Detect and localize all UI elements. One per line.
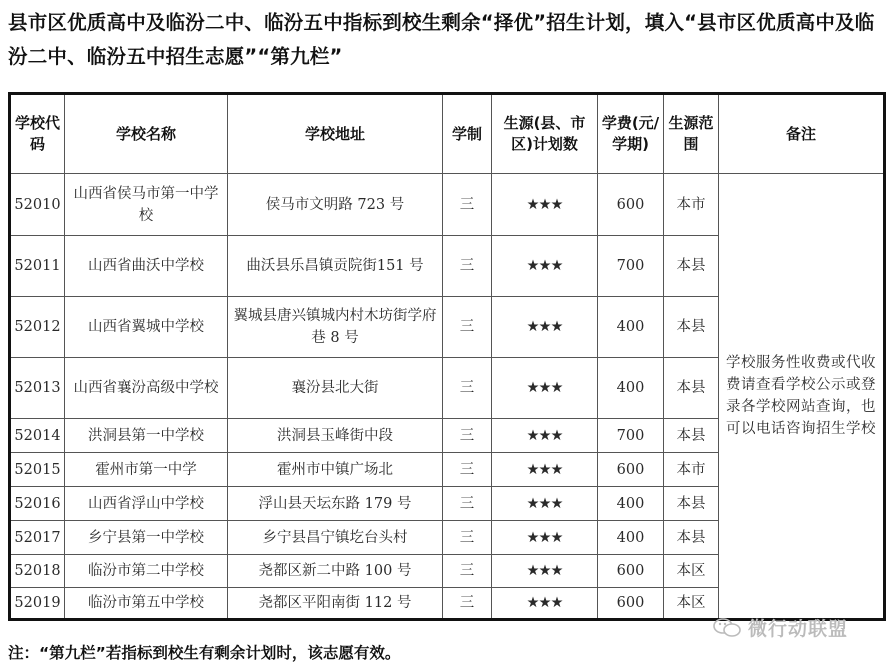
header-school-name: 学校名称 [65, 94, 228, 174]
quota: ★★★ [492, 588, 598, 620]
scope: 本市 [664, 174, 719, 236]
duration: 三 [443, 419, 492, 453]
watermark-text: 微行动联盟 [748, 618, 849, 640]
fee: 600 [598, 174, 664, 236]
school-name: 山西省浮山中学校 [65, 487, 228, 521]
school-name: 山西省翼城中学校 [65, 297, 228, 358]
school-name: 霍州市第一中学 [65, 453, 228, 487]
school-code: 52016 [10, 487, 65, 521]
watermark [712, 614, 848, 641]
header-remark: 备注 [719, 94, 885, 174]
header-fee: 学费(元/学期) [598, 94, 664, 174]
header-scope: 生源范围 [664, 94, 719, 174]
school-address: 襄汾县北大街 [228, 358, 443, 419]
school-address: 浮山县天坛东路 179 号 [228, 487, 443, 521]
fee: 600 [598, 555, 664, 588]
duration: 三 [443, 555, 492, 588]
school-code: 52018 [10, 555, 65, 588]
school-code: 52017 [10, 521, 65, 555]
fee: 600 [598, 588, 664, 620]
quota: ★★★ [492, 487, 598, 521]
school-address: 尧都区新二中路 100 号 [228, 555, 443, 588]
quota: ★★★ [492, 174, 598, 236]
duration: 三 [443, 453, 492, 487]
fee: 400 [598, 521, 664, 555]
duration: 三 [443, 487, 492, 521]
fee: 400 [598, 358, 664, 419]
school-address: 洪洞县玉峰街中段 [228, 419, 443, 453]
enrollment-plan-table [8, 92, 886, 621]
school-name: 洪洞县第一中学校 [65, 419, 228, 453]
page-title: 县市区优质高中及临汾二中、临汾五中指标到校生剩余“择优”招生计划，填入“县市区优质高中及临汾二中、临汾五中招生志愿”“第九栏” [8, 11, 875, 68]
duration: 三 [443, 174, 492, 236]
quota: ★★★ [492, 453, 598, 487]
header-school-address: 学校地址 [228, 94, 443, 174]
table-row [10, 174, 885, 236]
header-school-code: 学校代码 [10, 94, 65, 174]
school-name: 山西省襄汾高级中学校 [65, 358, 228, 419]
scope: 本县 [664, 521, 719, 555]
quota: ★★★ [492, 419, 598, 453]
quota: ★★★ [492, 236, 598, 297]
school-address: 翼城县唐兴镇城内村木坊街学府巷 8 号 [228, 297, 443, 358]
footnote: 注：“第九栏”若指标到校生有剩余计划时，该志愿有效。 [8, 644, 401, 662]
school-code: 52013 [10, 358, 65, 419]
scope: 本区 [664, 588, 719, 620]
remark-cell: 学校服务性收费或代收费请查看学校公示或登录各学校网站查询，也可以电话咨询招生学校 [719, 174, 885, 620]
school-code: 52015 [10, 453, 65, 487]
fee: 700 [598, 236, 664, 297]
quota: ★★★ [492, 555, 598, 588]
duration: 三 [443, 588, 492, 620]
scope: 本市 [664, 453, 719, 487]
school-name: 山西省曲沃中学校 [65, 236, 228, 297]
school-name: 临汾市第二中学校 [65, 555, 228, 588]
scope: 本县 [664, 358, 719, 419]
scope: 本县 [664, 419, 719, 453]
fee: 400 [598, 487, 664, 521]
school-address: 曲沃县乐昌镇贡院街151 号 [228, 236, 443, 297]
school-address: 乡宁县昌宁镇圪台头村 [228, 521, 443, 555]
school-code: 52011 [10, 236, 65, 297]
duration: 三 [443, 297, 492, 358]
school-code: 52019 [10, 588, 65, 620]
school-address: 侯马市文明路 723 号 [228, 174, 443, 236]
school-name: 山西省侯马市第一中学校 [65, 174, 228, 236]
header-quota: 生源(县、市区)计划数 [492, 94, 598, 174]
header-duration: 学制 [443, 94, 492, 174]
duration: 三 [443, 521, 492, 555]
duration: 三 [443, 358, 492, 419]
school-code: 52012 [10, 297, 65, 358]
school-address: 尧都区平阳南街 112 号 [228, 588, 443, 620]
school-code: 52010 [10, 174, 65, 236]
scope: 本县 [664, 236, 719, 297]
school-name: 临汾市第五中学校 [65, 588, 228, 620]
fee: 700 [598, 419, 664, 453]
quota: ★★★ [492, 297, 598, 358]
duration: 三 [443, 236, 492, 297]
quota: ★★★ [492, 358, 598, 419]
school-address: 霍州市中镇广场北 [228, 453, 443, 487]
school-code: 52014 [10, 419, 65, 453]
scope: 本县 [664, 487, 719, 521]
scope: 本县 [664, 297, 719, 358]
fee: 600 [598, 453, 664, 487]
fee: 400 [598, 297, 664, 358]
table-header-row [10, 94, 885, 174]
wechat-icon [712, 617, 742, 639]
school-name: 乡宁县第一中学校 [65, 521, 228, 555]
scope: 本区 [664, 555, 719, 588]
quota: ★★★ [492, 521, 598, 555]
